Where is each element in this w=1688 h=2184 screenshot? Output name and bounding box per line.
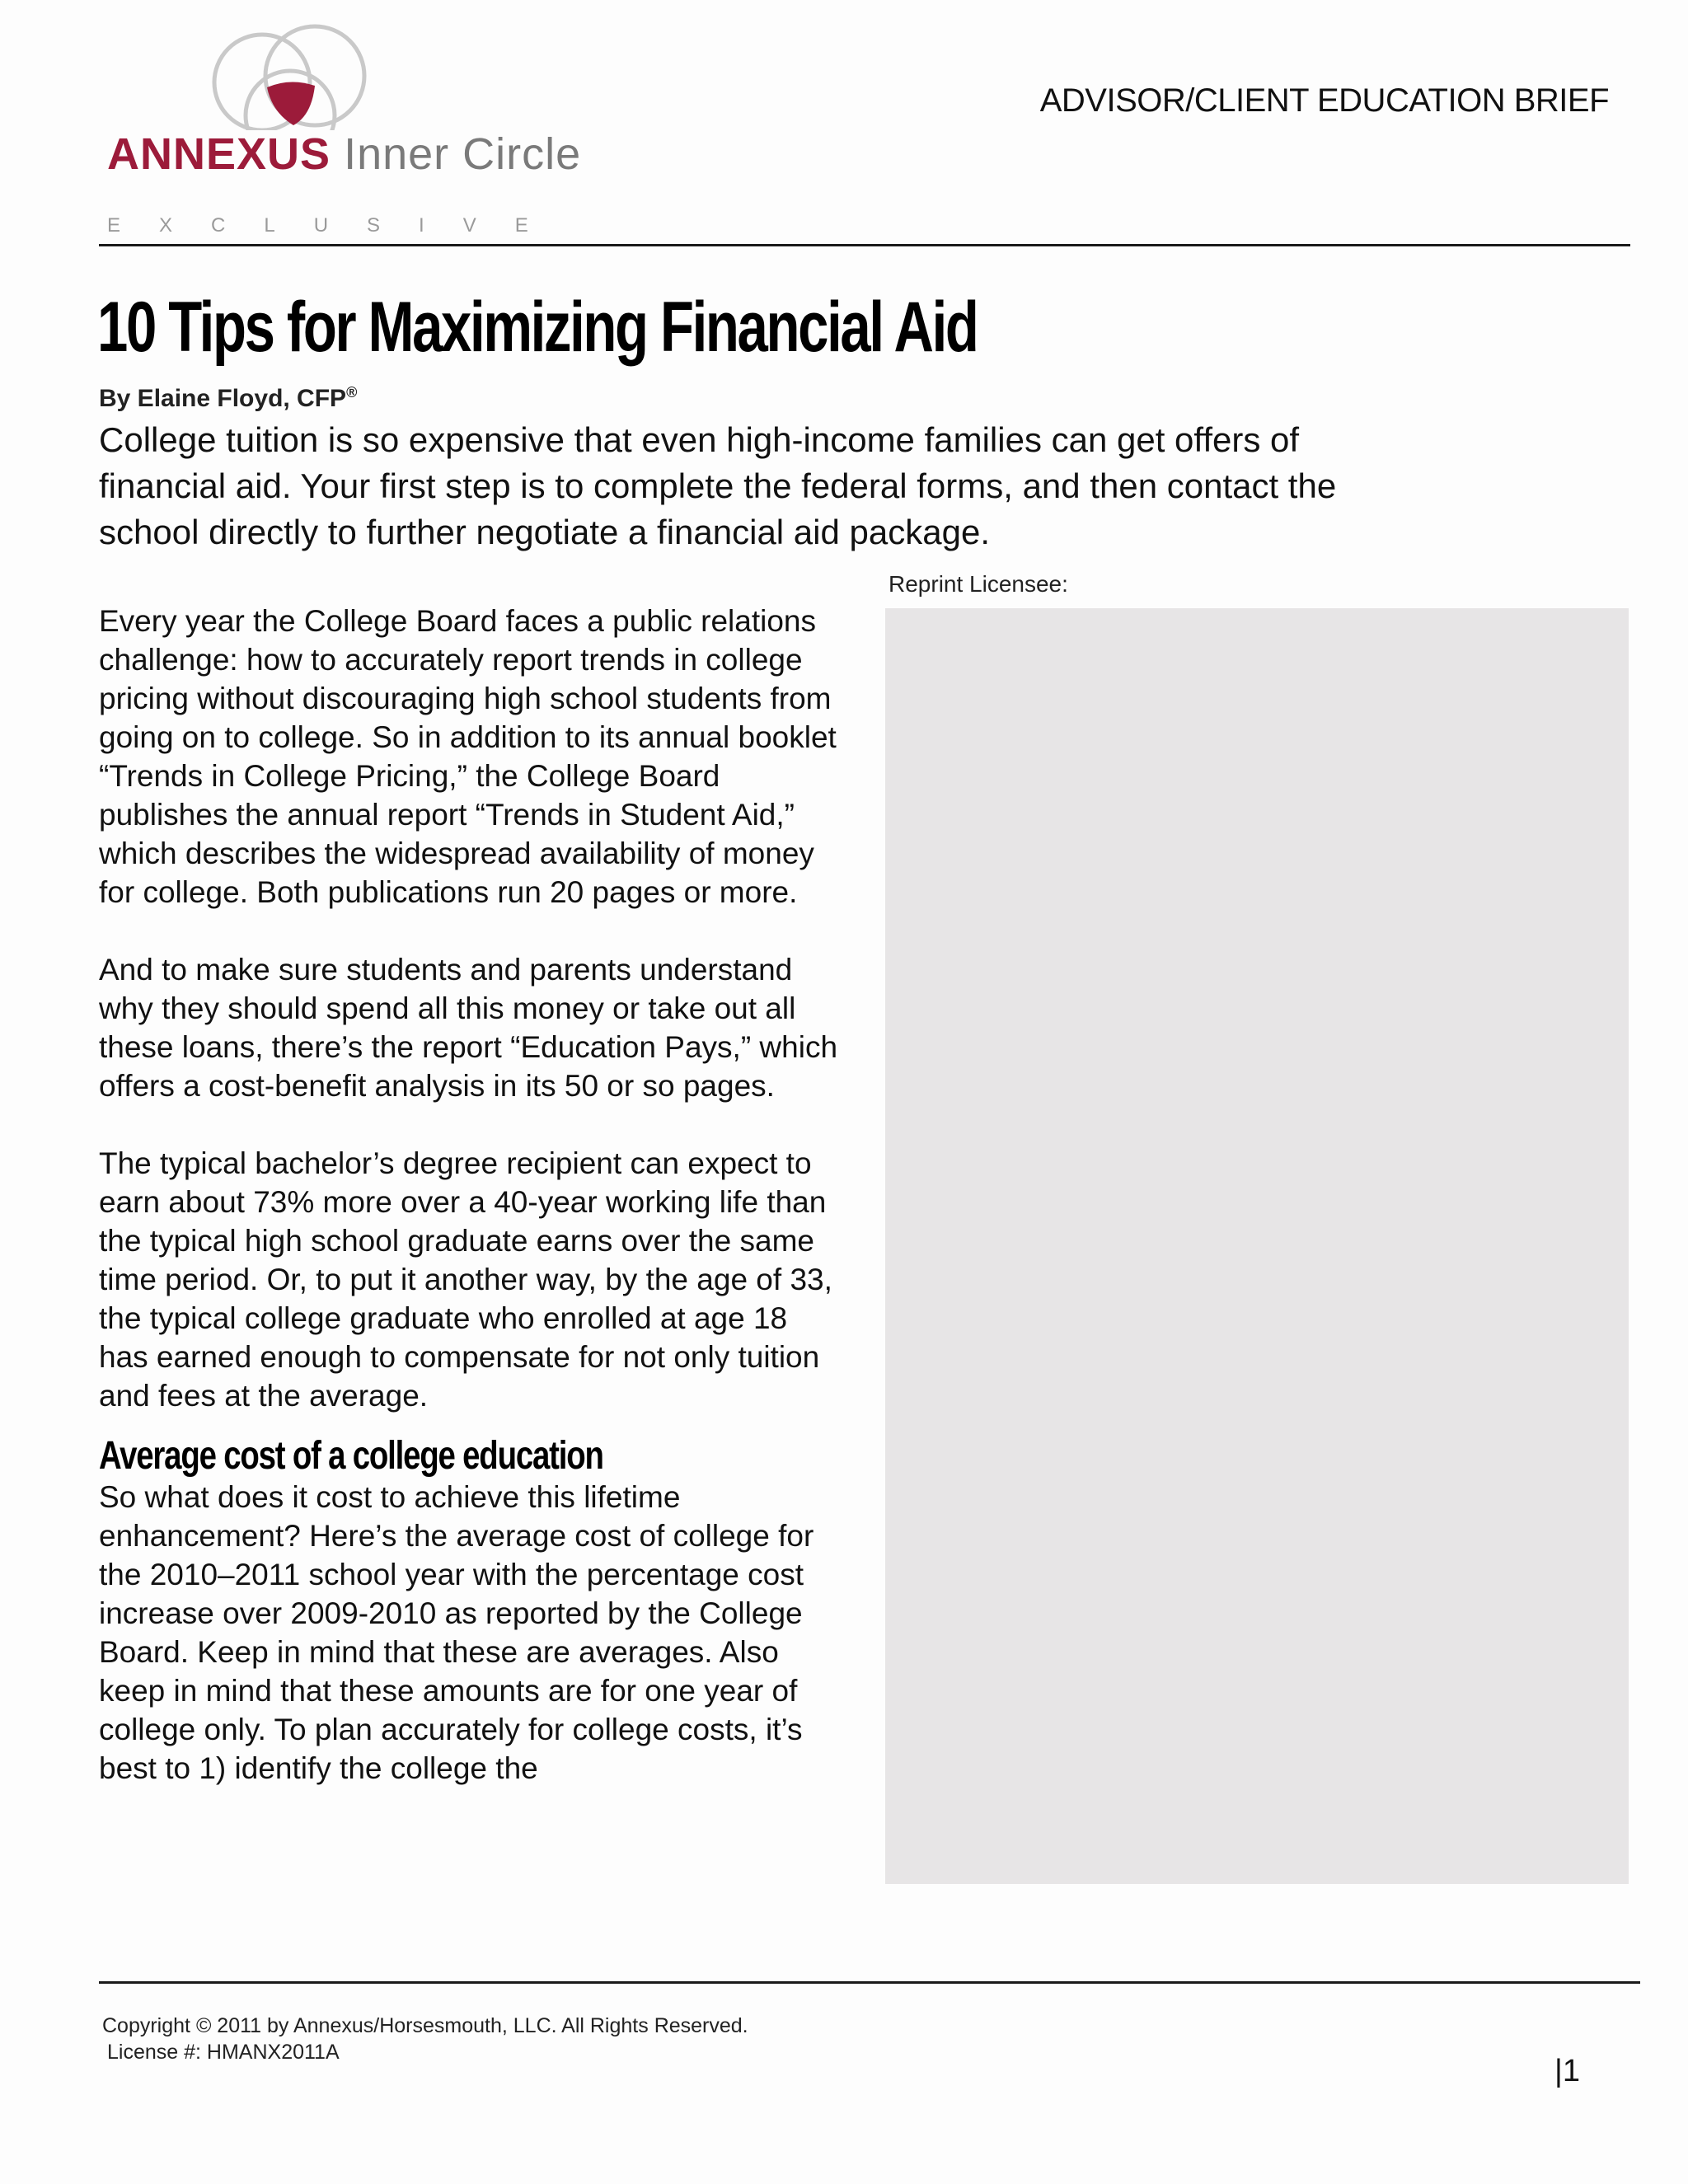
footer-divider [99,1981,1640,1984]
brief-label: ADVISOR/CLIENT EDUCATION BRIEF [1039,82,1609,119]
logo-wordmark: ANNEXUS Inner Circle [107,129,582,179]
logo-tagline: EXCLUSIVE [107,214,567,237]
body-paragraph: The typical bachelor’s degree recipient can expect to earn about 73% more over a 40-year working life than the typical high school graduate earns over the same time period. Or, to put it another way, by the age of 33, the typical college graduate who enrolled at age 18 has earned enough to compensate for not only tuition and fees at the average. [99,1146,832,1413]
section-heading: Average cost of a college education [99,1434,603,1478]
reprint-licensee-box [885,608,1629,1884]
logo-rings-icon [99,23,544,130]
byline [99,384,357,413]
registered-mark: ® [346,384,358,401]
body-paragraph: Every year the College Board faces a public relations challenge: how to accurately report trends in college pricing without discouraging high school students from going on to college. So in addition to its annual booklet “Trends in College Pricing,” the College Board publishes the annual report “Trends in Student Aid,” which describes the widespread availability of money for college. Both publications run 20 pages or more. [99,604,837,909]
copyright-notice [102,2013,748,2065]
header-divider [99,244,1630,246]
byline-author: By Elaine Floyd, CFP [99,385,347,412]
lede-paragraph: College tuition is so expensive that even high-income families can get offers of financial aid. Your first step is to complete the federal forms, and then contact the school directly to further negotiate a financial aid package. [99,420,1337,551]
page-number: |1 [1554,2054,1581,2088]
reprint-licensee-label: Reprint Licensee: [889,571,1068,597]
copyright-text: Copyright © 2011 by Annexus/Horsesmouth, LLC. All Rights Reserved. [102,2014,748,2037]
section-paragraph: So what does it cost to achieve this lifetime enhancement? Here’s the average cost of college for the 2010–2011 school year with the percentage cost increase over 2009-2010 as reported by the College Board. Keep in mind that these are averages. Also keep in mind that these amounts are for one year of college only. To plan accurately for college costs, it’s best to 1) identify the college the [99,1480,814,1785]
license-number: License #: HMANX2011A [107,2041,340,2064]
article-title: 10 Tips for Maximizing Financial Aid [97,288,978,367]
body-paragraph: And to make sure students and parents understand why they should spend all this money or take out all these loans, there’s the report “Education Pays,” which offers a cost-benefit analysis in its 50 or so pages. [99,953,838,1103]
annexus-logo [99,23,582,237]
article-body [99,602,841,1826]
